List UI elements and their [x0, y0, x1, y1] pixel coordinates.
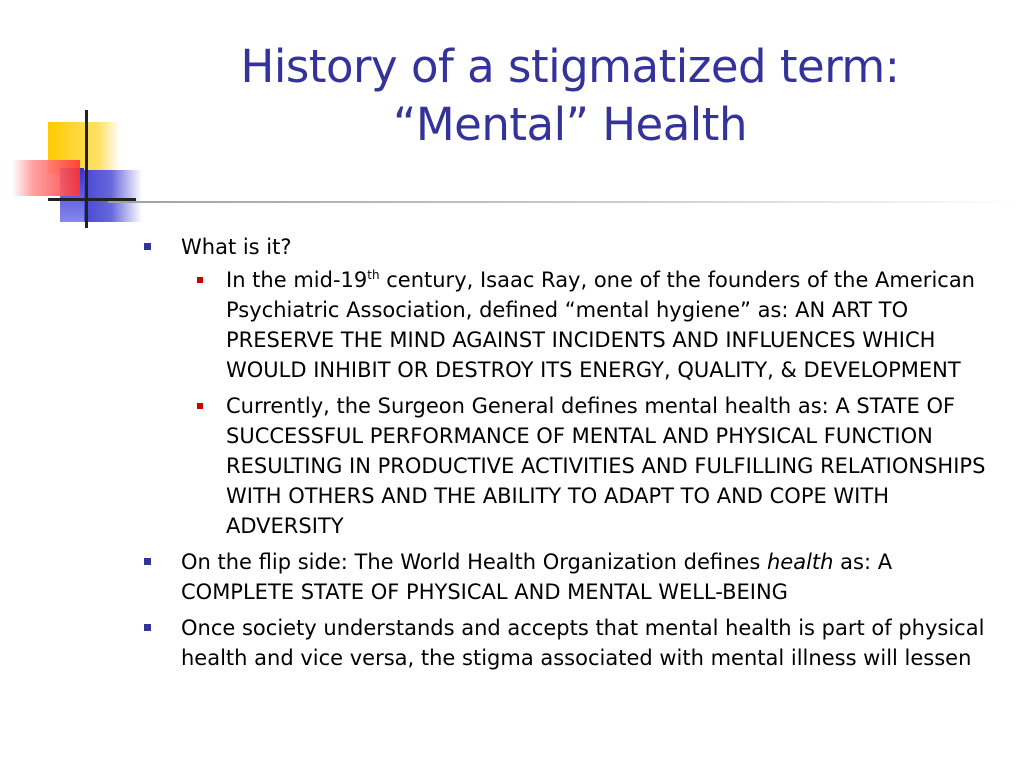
deco-vertical-line	[85, 110, 88, 228]
decorative-corner-graphic	[0, 0, 150, 240]
deco-red-block	[12, 160, 80, 196]
slide-title	[140, 38, 1000, 154]
bullet-society-stigma	[140, 613, 1000, 673]
square-bullet-icon	[197, 277, 203, 283]
sub-bullet-text-post: century, Isaac Ray, one of the founders of the American Psychiatric Association, defined “mental hygiene” as: AN ART TO PRESERVE THE MIND AGAINST INCIDENTS AND INFLUENCES WHICH WOULD INHIBIT OR DESTROY ITS ENERGY, QUALITY, & DEVELOPMENT	[226, 268, 975, 382]
title-divider	[108, 201, 1024, 203]
bullet-text: Once society understands and accepts that mental health is part of physical health and vice versa, the stigma associated with mental illness will lessen	[181, 616, 985, 670]
superscript-th: th	[367, 268, 380, 282]
bullet-text-post: as: A COMPLETE STATE OF PHYSICAL AND MENTAL WELL-BEING	[181, 550, 893, 604]
square-bullet-icon	[144, 243, 151, 250]
emphasis-health: health	[766, 550, 834, 574]
bullet-who-definition	[140, 547, 1000, 607]
slide-title-line-1: History of a stigmatized term:	[240, 40, 900, 93]
sub-bullet-isaac-ray	[181, 265, 1000, 385]
sub-bullet-list	[181, 265, 1000, 541]
bullet-what-is-it	[140, 232, 1000, 541]
square-bullet-icon	[144, 624, 151, 631]
sub-bullet-text: Currently, the Surgeon General defines mental health as: A STATE OF SUCCESSFUL PERFORMANCE OF MENTAL AND PHYSICAL FUNCTION RESULTING IN PRODUCTIVE ACTIVITIES AND FULFILLING RELATIONSHIPS WITH OTHERS AND THE ABILITY TO ADAPT TO AND COPE WITH ADVERSITY	[226, 394, 986, 538]
sub-bullet-surgeon-general	[181, 391, 1000, 541]
bullet-list	[140, 232, 1000, 673]
bullet-text-pre: On the flip side: The World Health Organization defines	[181, 550, 767, 574]
slide-body	[140, 232, 1000, 679]
square-bullet-icon	[144, 558, 151, 565]
sub-bullet-text-pre: In the mid-19	[226, 268, 368, 292]
slide-title-line-2: “Mental” Health	[393, 98, 747, 151]
bullet-text: What is it?	[181, 235, 292, 259]
square-bullet-icon	[197, 403, 203, 409]
